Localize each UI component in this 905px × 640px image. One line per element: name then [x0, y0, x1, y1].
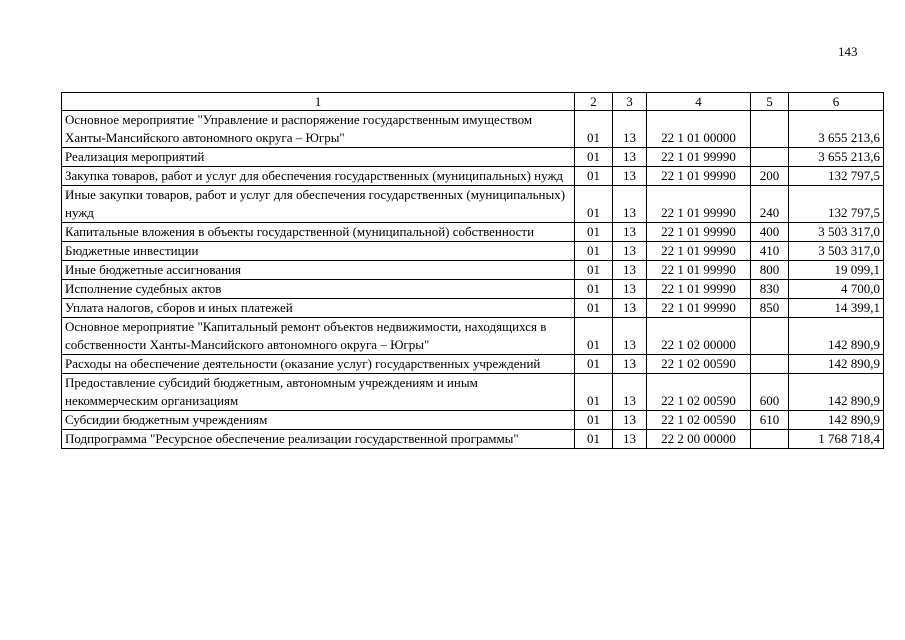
cell-section: 01 [575, 299, 613, 318]
cell-target-article: 22 1 01 99990 [647, 261, 751, 280]
cell-expense-type: 200 [751, 167, 789, 186]
cell-subsection: 13 [613, 411, 647, 430]
cell-name: Основное мероприятие "Капитальный ремонт объектов недвижимости, находящихся в собственности Ханты-Мансийского автономного округа – Югры" [62, 318, 575, 355]
cell-amount: 132 797,5 [789, 167, 884, 186]
cell-section: 01 [575, 374, 613, 411]
cell-expense-type [751, 430, 789, 449]
cell-name: Закупка товаров, работ и услуг для обеспечения государственных (муниципальных) нужд [62, 167, 575, 186]
cell-expense-type [751, 111, 789, 148]
cell-section: 01 [575, 111, 613, 148]
cell-amount: 1 768 718,4 [789, 430, 884, 449]
cell-subsection: 13 [613, 261, 647, 280]
cell-amount: 3 655 213,6 [789, 148, 884, 167]
cell-target-article: 22 2 00 00000 [647, 430, 751, 449]
cell-subsection: 13 [613, 299, 647, 318]
cell-name: Субсидии бюджетным учреждениям [62, 411, 575, 430]
table-row [62, 261, 884, 280]
page-number: 143 [838, 44, 858, 59]
cell-section: 01 [575, 242, 613, 261]
cell-section: 01 [575, 223, 613, 242]
cell-expense-type [751, 148, 789, 167]
cell-expense-type: 400 [751, 223, 789, 242]
cell-amount: 3 655 213,6 [789, 111, 884, 148]
cell-target-article: 22 1 02 00590 [647, 374, 751, 411]
cell-section: 01 [575, 318, 613, 355]
cell-expense-type [751, 355, 789, 374]
table-row [62, 111, 884, 148]
cell-expense-type: 600 [751, 374, 789, 411]
cell-subsection: 13 [613, 430, 647, 449]
table-row [62, 167, 884, 186]
table-row [62, 148, 884, 167]
cell-name: Расходы на обеспечение деятельности (оказание услуг) государственных учреждений [62, 355, 575, 374]
cell-subsection: 13 [613, 186, 647, 223]
cell-expense-type: 610 [751, 411, 789, 430]
cell-name: Иные закупки товаров, работ и услуг для обеспечения государственных (муниципальных) нужд [62, 186, 575, 223]
cell-name: Подпрограмма "Ресурсное обеспечение реализации государственной программы" [62, 430, 575, 449]
cell-target-article: 22 1 01 99990 [647, 167, 751, 186]
cell-subsection: 13 [613, 374, 647, 411]
header-cell-4: 4 [647, 93, 751, 111]
cell-name: Предоставление субсидий бюджетным, автономным учреждениям и иным некоммерческим организациям [62, 374, 575, 411]
cell-target-article: 22 1 01 99990 [647, 223, 751, 242]
table-row [62, 242, 884, 261]
cell-target-article: 22 1 01 99990 [647, 299, 751, 318]
cell-section: 01 [575, 411, 613, 430]
cell-name: Исполнение судебных актов [62, 280, 575, 299]
cell-target-article: 22 1 01 99990 [647, 280, 751, 299]
cell-amount: 14 399,1 [789, 299, 884, 318]
cell-section: 01 [575, 186, 613, 223]
table-row [62, 318, 884, 355]
cell-subsection: 13 [613, 280, 647, 299]
cell-target-article: 22 1 02 00590 [647, 411, 751, 430]
table-row [62, 186, 884, 223]
cell-section: 01 [575, 430, 613, 449]
table-row [62, 374, 884, 411]
cell-section: 01 [575, 167, 613, 186]
table-row [62, 430, 884, 449]
cell-expense-type: 800 [751, 261, 789, 280]
cell-subsection: 13 [613, 167, 647, 186]
cell-amount: 4 700,0 [789, 280, 884, 299]
cell-target-article: 22 1 01 99990 [647, 186, 751, 223]
cell-subsection: 13 [613, 355, 647, 374]
header-cell-1: 1 [62, 93, 575, 111]
cell-target-article: 22 1 01 00000 [647, 111, 751, 148]
header-cell-6: 6 [789, 93, 884, 111]
cell-expense-type: 410 [751, 242, 789, 261]
table-header-row [62, 93, 884, 111]
table-row [62, 411, 884, 430]
cell-target-article: 22 1 01 99990 [647, 242, 751, 261]
cell-expense-type: 850 [751, 299, 789, 318]
table-row [62, 299, 884, 318]
table-row [62, 355, 884, 374]
cell-subsection: 13 [613, 111, 647, 148]
header-cell-3: 3 [613, 93, 647, 111]
cell-subsection: 13 [613, 223, 647, 242]
cell-amount: 132 797,5 [789, 186, 884, 223]
cell-name: Реализация мероприятий [62, 148, 575, 167]
cell-target-article: 22 1 02 00000 [647, 318, 751, 355]
cell-name: Уплата налогов, сборов и иных платежей [62, 299, 575, 318]
table-row [62, 280, 884, 299]
cell-section: 01 [575, 355, 613, 374]
header-cell-5: 5 [751, 93, 789, 111]
cell-expense-type: 830 [751, 280, 789, 299]
cell-amount: 142 890,9 [789, 355, 884, 374]
cell-name: Основное мероприятие "Управление и распоряжение государственным имуществом Ханты-Мансийского автономного округа – Югры" [62, 111, 575, 148]
cell-subsection: 13 [613, 242, 647, 261]
cell-section: 01 [575, 280, 613, 299]
cell-amount: 19 099,1 [789, 261, 884, 280]
cell-section: 01 [575, 261, 613, 280]
cell-name: Бюджетные инвестиции [62, 242, 575, 261]
cell-amount: 142 890,9 [789, 318, 884, 355]
cell-subsection: 13 [613, 148, 647, 167]
cell-expense-type [751, 318, 789, 355]
cell-section: 01 [575, 148, 613, 167]
budget-table [61, 92, 884, 449]
cell-target-article: 22 1 01 99990 [647, 148, 751, 167]
cell-amount: 3 503 317,0 [789, 223, 884, 242]
cell-name: Иные бюджетные ассигнования [62, 261, 575, 280]
cell-expense-type: 240 [751, 186, 789, 223]
budget-table-body [62, 93, 884, 449]
header-cell-2: 2 [575, 93, 613, 111]
cell-name: Капитальные вложения в объекты государственной (муниципальной) собственности [62, 223, 575, 242]
cell-target-article: 22 1 02 00590 [647, 355, 751, 374]
cell-amount: 142 890,9 [789, 374, 884, 411]
cell-subsection: 13 [613, 318, 647, 355]
cell-amount: 142 890,9 [789, 411, 884, 430]
table-row [62, 223, 884, 242]
cell-amount: 3 503 317,0 [789, 242, 884, 261]
